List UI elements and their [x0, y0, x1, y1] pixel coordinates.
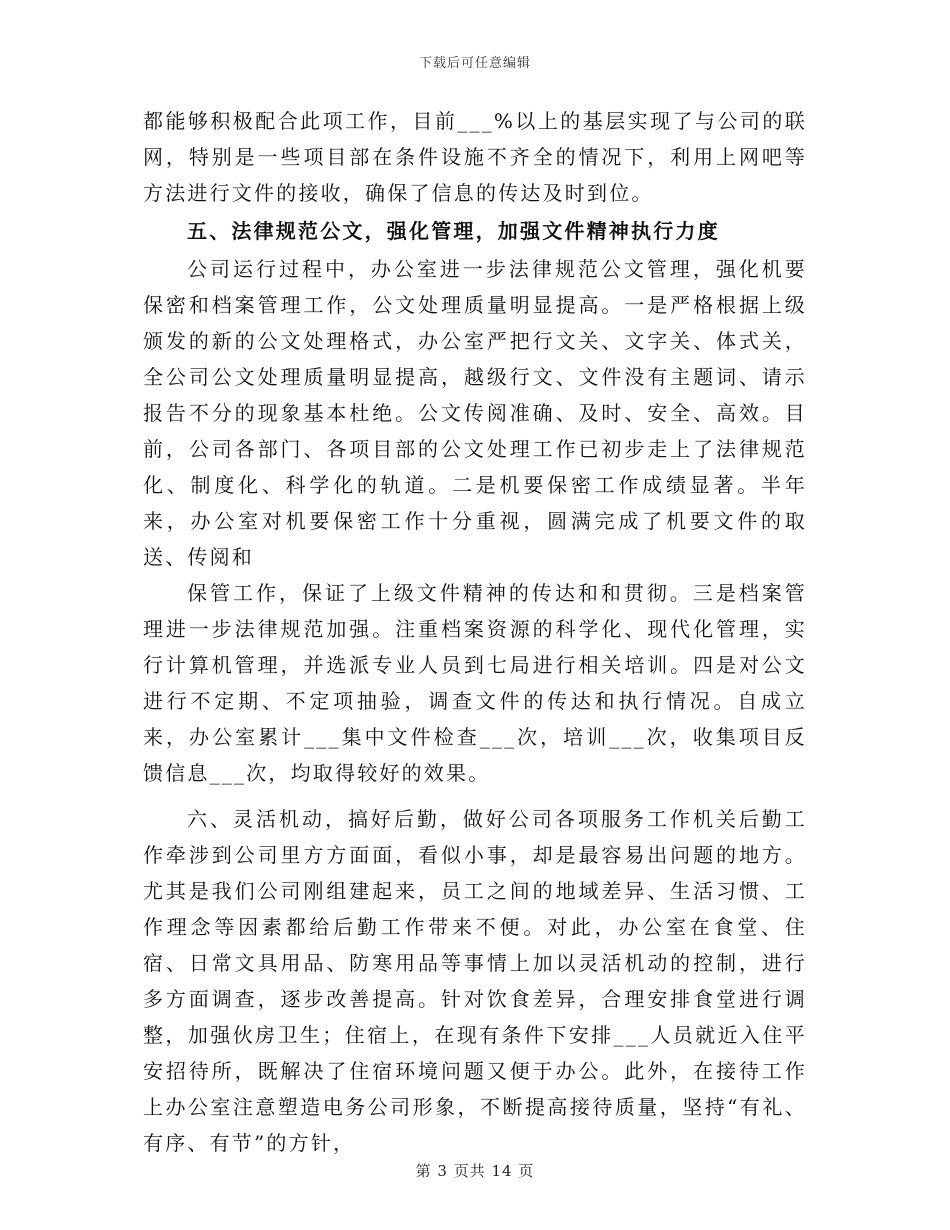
- paragraph-section-5-part-1: 公司运行过程中，办公室进一步法律规范公文管理，强化机要保密和档案管理工作，公文处理质量明显提高。一是严格根据上级颁发的新的公文处理格式，办公室严把行文关、文字关、体式关，全公司公文处理质量明显提高，越级行文、文件没有主题词、请示报告不分的现象基本杜绝。公文传阅准确、及时、安全、高效。目前，公司各部门、各项目部的公文处理工作已初步走上了法律规范化、制度化、科学化的轨道。二是机要保密工作成绩显著。半年来，办公室对机要保密工作十分重视，圆满完成了机要文件的取送、传阅和: [143, 257, 807, 569]
- page-number: 第 3 页共 14 页: [415, 1162, 535, 1180]
- paragraph-section-5-part-2: 保管工作，保证了上级文件精神的传达和和贯彻。三是档案管理进一步法律规范加强。注重档案资源的科学化、现代化管理，实行计算机管理，并选派专业人员到七局进行相关培训。四是对公文进行不定期、不定项抽验，调查文件的传达和执行情况。自成立来，办公室累计___集中文件检查___次，培训___次，收集项目反馈信息___次，均取得较好的效果。: [143, 581, 807, 785]
- paragraph-section-6: 六、灵活机动，搞好后勤，做好公司各项服务工作机关后勤工作牵涉到公司里方方面面，看似小事，却是最容易出问题的地方。尤其是我们公司刚组建起来，员工之间的地域差异、生活习惯、工作理念等因素都给后勤工作带来不便。对此，办公室在食堂、住宿、日常文具用品、防寒用品等事情上加以灵活机动的控制，进行多方面调查，逐步改善提高。针对饮食差异，合理安排食堂进行调整，加强伙房卫生；住宿上，在现有条件下安排___人员就近入住平安招待所，既解决了住宿环境问题又便于办公。此外，在接待工作上办公室注意塑造电务公司形象，不断提高接待质量，坚持“有礼、有序、有节”的方针，: [143, 807, 807, 1155]
- section-heading-5: 五、法律规范公文，强化管理，加强文件精神执行力度: [187, 219, 720, 243]
- page-header-note: 下载后可任意编辑: [418, 56, 531, 71]
- document-body: [143, 103, 807, 1161]
- paragraph-continued: 都能够积极配合此项工作，目前___%以上的基层实现了与公司的联网，特别是一些项目部在条件设施不齐全的情况下，利用上网吧等方法进行文件的接收，确保了信息的传达及时到位。: [143, 109, 807, 205]
